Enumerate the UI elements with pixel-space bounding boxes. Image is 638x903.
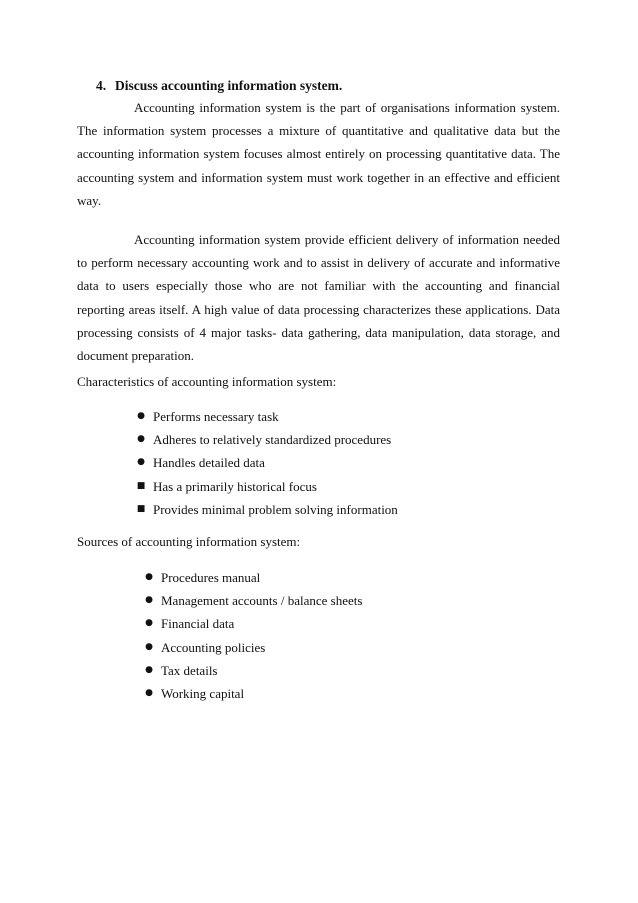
sources-list [141,566,362,705]
list-item-text: Has a primarily historical focus [153,478,317,494]
paragraph-1: Accounting information system is the part of organisations information system. The information system processes a mixture of quantitative and qualitative data but the accounting information system focuses almost entirely on processing quantitative data. The accounting system and information system must work together in an effective and efficient way. [77,100,560,208]
bullet-dot-icon: ● [137,434,145,445]
bullet-dot-icon: ● [137,411,145,421]
characteristics-list [133,405,398,521]
list-item-text: Management accounts / balance sheets [161,593,363,609]
heading-text: Discuss accounting information system. [115,78,343,93]
list-item-text: Financial data [161,616,235,632]
paragraph-2: Accounting information system provide efficient delivery of information needed to perform necessary accounting work and to assist in delivery of accurate and informative data to users especially those who are not familiar with the accounting and financial reporting areas itself. A high value of data processing characterizes these applications. Data processing consists of 4 major tasks- data gathering, data manipulation, data storage, and document preparation. [77,232,560,364]
list-item-text: Adheres to relatively standardized procedures [153,432,392,448]
list-item [141,566,362,589]
list-item-text: Handles detailed data [153,455,265,471]
bullet-dot-icon: ● [145,687,153,698]
list-item-text: Tax details [161,662,218,678]
bullet-dot-icon: ● [145,595,153,606]
list-item-text: Working capital [161,685,245,701]
bullet-dot-icon: ● [145,641,153,652]
heading-number: 4. [96,78,107,93]
list-item [141,636,362,659]
question-heading [96,76,342,96]
list-item-text: Procedures manual [161,570,261,585]
bullet-square-icon: ■ [136,480,146,491]
bullet-dot-icon: ● [145,572,153,582]
list-item [141,682,362,705]
bullet-square-icon: ■ [136,503,146,514]
list-item [133,451,398,474]
list-item-text: Accounting policies [161,639,266,655]
sources-label: Sources of accounting information system: [77,534,301,549]
bullet-dot-icon: ● [145,664,153,675]
list-item [133,475,398,498]
list-item [141,589,362,612]
list-item-text: Provides minimal problem solving information [153,501,398,517]
bullet-dot-icon: ● [137,457,145,468]
list-item [133,498,398,521]
list-item [133,405,398,428]
list-item-text: Performs necessary task [153,409,279,424]
list-item [133,428,398,451]
bullet-dot-icon: ● [145,618,153,629]
characteristics-label: Characteristics of accounting information system: [77,374,337,389]
list-item [141,612,362,635]
list-item [141,659,362,682]
